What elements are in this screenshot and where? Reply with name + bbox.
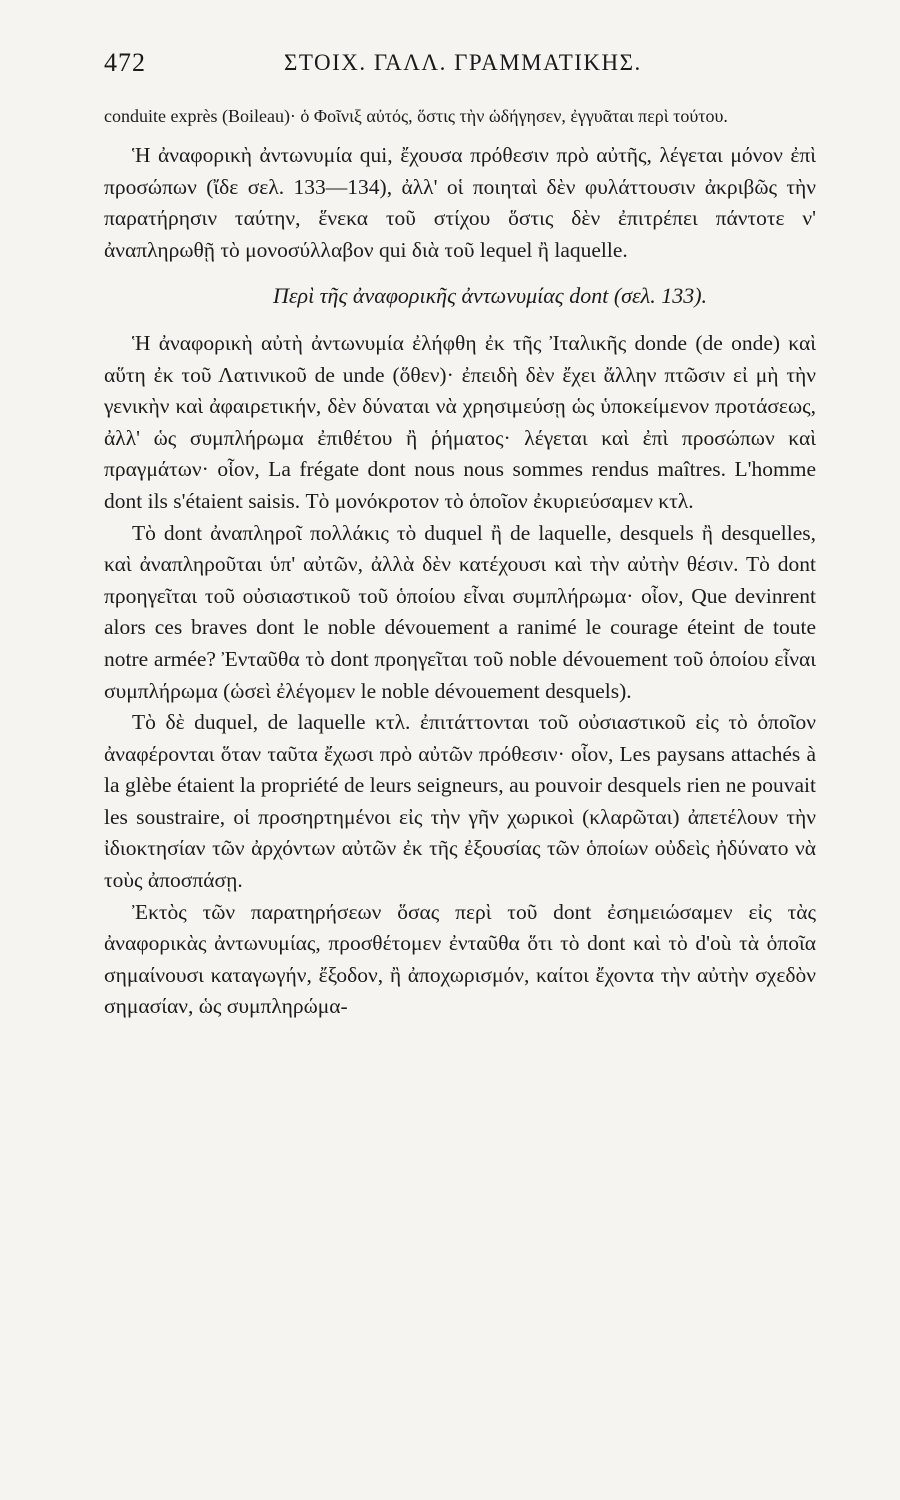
paragraph-duquel: Τὸ δὲ duquel, de laquelle κτλ. ἐπιτάττονται τοῦ οὐσιαστικοῦ εἰς τὸ ὁποῖον ἀναφέρονται ὅταν ταῦτα ἔχωσι πρὸ αὐτῶν πρόθεσιν· οἷον, Les paysans attachés à la glèbe étaient la propriété de leurs seigneurs, au pouvoir desquels rien ne pouvait les soustraire, οἱ προσηρτημένοι εἰς τὴν γῆν χωρικοὶ (κλαρῶται) ἀπετέλουν τὴν ἰδιοκτησίαν τῶν ἀρχόντων αὐτῶν ἐκ τῆς ἐξουσίας τῶν ὁποίων οὐδεὶς ἠδύνατο νὰ τοὺς ἀποσπάσῃ. xyxy=(104,710,816,893)
running-head: ΣΤΟΙΧ. ΓΑΛΛ. ΓΡΑΜΜΑΤΙΚΗΣ. xyxy=(284,50,642,75)
paragraph-dont-origin: Ἡ ἀναφορικὴ αὐτὴ ἀντωνυμία ἐλήφθη ἐκ τῆς Ἰταλικῆς donde (de onde) καὶ αὕτη ἐκ τοῦ Λατινικοῦ de unde (ὅθεν)· ἐπειδὴ δὲν ἔχει ἄλλην πτῶσιν εἰ μὴ τὴν γενικὴν καὶ ἀφαιρετικήν, δὲν δύναται νὰ χρησιμεύσῃ ὡς ὑποκείμενον προτάσεως, ἀλλ' ὡς συμπλήρωμα ἐπιθέτου ἢ ῥήματος· λέγεται καὶ ἐπὶ προσώπων καὶ πραγμάτων· οἷον, La frégate dont nous nous sommes rendus maîtres. L'homme dont ils s'étaient saisis. Τὸ μονόκροτον τὸ ὁποῖον ἐκυριεύσαμεν κτλ. xyxy=(104,330,816,513)
page-number: 472 xyxy=(104,48,146,77)
section-heading-dont: Περὶ τῆς ἀναφορικῆς ἀντωνυμίας dont (σελ. 133). xyxy=(272,283,708,309)
paragraph-dont-dou: Ἐκτὸς τῶν παρατηρήσεων ὅσας περὶ τοῦ dont ἐσημειώσαμεν εἰς τὰς ἀναφορικὰς ἀντωνυμίας, προσθέτομεν ἐνταῦθα ὅτι τὸ dont καὶ τὸ d'où τὰ ὁποῖα σημαίνουσι καταγωγήν, ἔξοδον, ἢ ἀποχωρισμόν, καίτοι ἔχοντα τὴν αὐτὴν σχεδὸν σημασίαν, ὡς συμπληρώμα- xyxy=(104,899,816,1019)
paragraph-qui-usage: Ἡ ἀναφορικὴ ἀντωνυμία qui, ἔχουσα πρόθεσιν πρὸ αὐτῆς, λέγεται μόνον ἐπὶ προσώπων (ἴδε σελ. 133—134), ἀλλ' οἱ ποιηταὶ δὲν φυλάττουσιν ἀκριβῶς τὴν παρατήρησιν ταύτην, ἕνεκα τοῦ στίχου ὅστις δὲν ἐπιτρέπει πάντοτε ν' ἀναπληρωθῇ τὸ μονοσύλλαβον qui διὰ τοῦ lequel ἢ laquelle. xyxy=(104,143,816,262)
paragraph-continuation: conduite exprès (Boileau)· ὁ Φοῖνιξ αὐτός, ὅστις τὴν ὡδήγησεν, ἐγγυᾶται περὶ τούτου. xyxy=(104,106,728,126)
paragraph-dont-replacement: Τὸ dont ἀναπληροῖ πολλάκις τὸ duquel ἢ de laquelle, desquels ἢ desquelles, καὶ ἀναπληροῦται ὑπ' αὐτῶν, ἀλλὰ δὲν κατέχουσι καὶ τὴν αὐτὴν θέσιν. Τὸ dont προηγεῖται τοῦ οὐσιαστικοῦ τοῦ ὁποίου εἶναι συμπλήρωμα· οἷον, Que devinrent alors ces braves dont le noble dévouement a ranimé le courage éteint de toute notre armée? Ἐνταῦθα τὸ dont προηγεῖται τοῦ noble dévouement τοῦ ὁποίου εἶναι συμπλήρωμα (ὡσεὶ ἐλέγομεν le noble dévouement desquels). xyxy=(104,520,816,703)
page-header xyxy=(104,48,816,84)
page-body xyxy=(104,102,816,1023)
